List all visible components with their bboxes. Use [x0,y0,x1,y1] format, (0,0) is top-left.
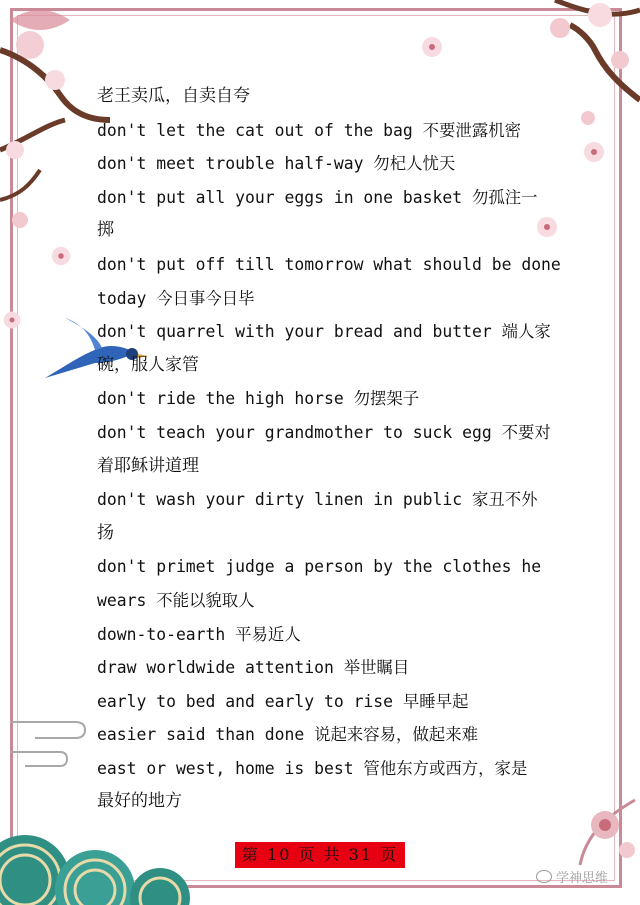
blossom-icon [582,140,606,164]
text-line: 掷 [97,220,114,241]
text-line: 着耶稣讲道理 [97,455,199,476]
text-line: 最好的地方 [97,791,182,812]
wechat-icon [536,870,552,883]
text-line: don't let the cat out of the bag 不要泄露机密 [97,120,521,140]
text-line: don't primet judge a person by the clothes he [97,557,542,577]
watermark [536,866,636,886]
text-line: today 今日事今日毕 [97,288,255,308]
text-line: easier said than done 说起来容易，做起来难 [97,725,479,745]
blossom-icon [2,310,22,330]
text-line: early to bed and early to rise 早睡早起 [97,691,469,711]
page-number-badge: 第 10 页 共 31 页 [235,842,405,868]
text-line: east or west, home is best 管他东方或西方，家是 [97,758,528,778]
corner-ornament-bottom-right [575,790,640,870]
text-line: down-to-earth 平易近人 [97,624,301,644]
text-line: don't wash your dirty linen in public 家丑不外 [97,490,538,510]
text-line: don't teach your grandmother to suck egg 不要对 [97,422,551,442]
text-line: don't quarrel with your bread and butter 端人家 [97,322,551,342]
watermark-text: 学神思维 [556,870,609,886]
text-line: don't meet trouble half-way 勿杞人忧天 [97,154,456,174]
text-line: wears 不能以貌取人 [97,590,255,610]
blossom-icon [420,35,444,59]
blossom-icon [50,245,72,267]
text-line: don't ride the high horse 勿摆架子 [97,389,420,409]
text-line: draw worldwide attention 举世瞩目 [97,658,410,678]
text-line: don't put all your eggs in one basket 勿孤注一 [97,187,538,207]
text-line: 碗，服人家管 [97,354,199,375]
idiom-list [97,80,561,819]
text-line: don't put off till tomorrow what should be done [97,254,561,274]
decor-lines [5,712,95,772]
text-line: 老王卖瓜，自卖自夸 [97,86,250,106]
text-line: 扬 [97,522,114,543]
